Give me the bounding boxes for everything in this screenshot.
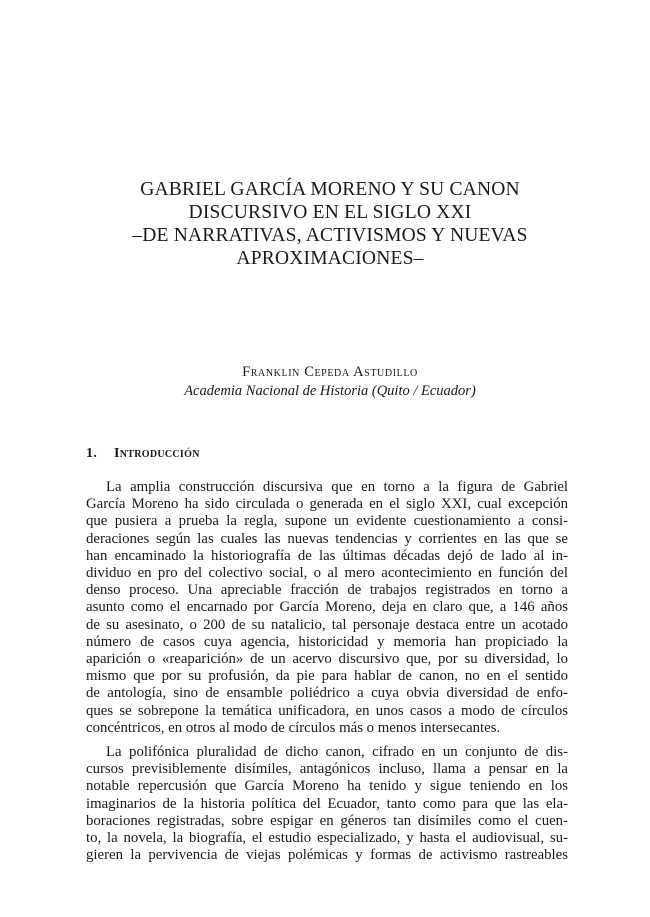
article-title — [90, 178, 570, 270]
text-line: La polifónica pluralidad de dicho canon, cifrado en un conjunto de dis- — [106, 744, 568, 761]
text-line: de su asesinato, o 200 de su natalicio, tal personaje destaca entre un acotado — [86, 616, 568, 633]
paragraph-2 — [86, 744, 568, 864]
text-line: mismo que por su profusión, da pie para hablar de canon, no en el sentido — [86, 668, 568, 685]
text-line: ques se sobrepone la temática unificadora, en unos casos a modo de círculos — [86, 702, 568, 719]
text-line: gieren la pervivencia de viejas polémicas y formas de activismo rastreables — [86, 847, 568, 864]
author-name: Franklin Cepeda Astudillo — [242, 364, 418, 380]
text-line: han encaminado la historiografía de las últimas décadas dejó de lado al in- — [86, 547, 568, 564]
text-line: asunto como el encarnado por García Moreno, deja en claro que, a 146 años — [86, 599, 568, 616]
text-line: deraciones según las cuales las nuevas tendencias y corrientes en las que se — [86, 530, 568, 547]
text-line: to, la novela, la biografía, el estudio especializado, y hasta el audiovisual, su- — [86, 830, 568, 847]
text-line: imaginarios de la historia política del Ecuador, tanto como para que las ela- — [86, 795, 568, 812]
text-line: cursos previsiblemente disímiles, antagónicos incluso, llama a pensar en la — [86, 761, 568, 778]
title-line: DISCURSIVO EN EL SIGLO XXI — [188, 202, 472, 223]
section-number: 1. — [86, 446, 98, 461]
title-line: GABRIEL GARCÍA MORENO Y SU CANON — [140, 179, 520, 200]
author-affiliation: Academia Nacional de Historia (Quito / Ecuador) — [184, 383, 476, 399]
text-line: notable repercusión que García Moreno ha tenido y sigue teniendo en los — [86, 778, 568, 795]
section-heading — [86, 446, 200, 462]
section-title: Introducción — [114, 446, 200, 461]
text-line: dividuo en pro del colectivo social, o al mero acontecimiento en función del — [86, 565, 568, 582]
text-line: La amplia construcción discursiva que en torno a la figura de Gabriel — [106, 479, 568, 495]
title-line: –DE NARRATIVAS, ACTIVISMOS Y NUEVAS — [132, 225, 528, 246]
text-line: denso proceso. Una apreciable fracción de trabajos registrados en torno a — [86, 582, 568, 599]
text-line: boraciones registradas, sobre espigar en géneros tan disímiles como el cuen- — [86, 812, 568, 829]
title-line: APROXIMACIONES– — [236, 248, 424, 269]
text-line: aparición o «reaparición» de un acervo discursivo que, por su diversidad, lo — [86, 651, 568, 668]
text-line: de antología, sino de ensamble poliédrico a cuya obvia diversidad de enfo- — [86, 685, 568, 702]
text-line: concéntricos, en otros al modo de círculos más o menos intersecantes. — [86, 719, 501, 736]
text-line: García Moreno ha sido circulada o generada en el siglo XXI, cual excepción — [86, 496, 568, 513]
text-line: número de casos cuya agencia, historicidad y memoria han propiciado la — [86, 633, 568, 650]
text-line: que pusiera a prueba la regla, supone un evidente cuestionamiento a consi- — [86, 513, 568, 530]
body-text — [86, 479, 568, 864]
paragraph-1 — [86, 479, 568, 737]
